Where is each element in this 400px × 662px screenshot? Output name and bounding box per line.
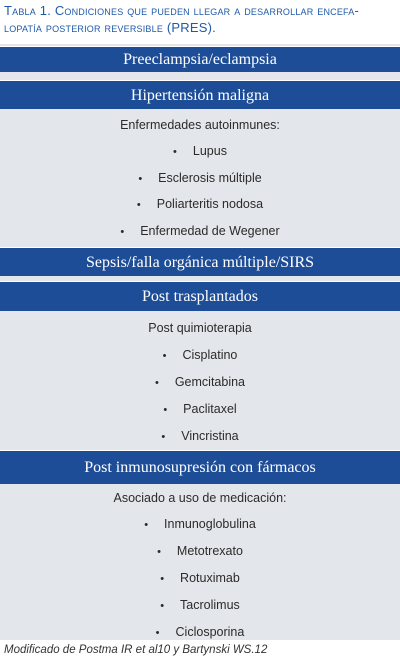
bullet-icon: • (162, 350, 167, 362)
list-item (0, 517, 400, 531)
row-inmunosupresion (0, 450, 400, 484)
row-trasplantados (0, 281, 400, 311)
list-item (0, 171, 400, 185)
list-item-label: Ciclosporina (175, 625, 245, 639)
list-item-label: Poliarteritis nodosa (156, 197, 264, 211)
list-item (0, 375, 400, 389)
list-item (0, 544, 400, 558)
table-footnote: Modificado de Postma IR et al10 y Bartynski WS.12 (4, 644, 268, 656)
list-item (0, 571, 400, 585)
row-trasplantados-label: Post trasplantados (142, 288, 258, 305)
row-sepsis (0, 247, 400, 276)
list-item (0, 197, 400, 211)
list-item-label: Tacrolimus (180, 598, 240, 612)
bullet-icon: • (160, 573, 165, 585)
row-sepsis-label: Sepsis/falla orgánica múltiple/SIRS (85, 254, 315, 271)
list-item (0, 224, 400, 238)
bullet-icon: • (136, 199, 141, 211)
list-item (0, 598, 400, 612)
list-item (0, 625, 400, 639)
autoinmunes-label: Enfermedades autoinmunes: (120, 118, 280, 132)
list-item-label: Inmunoglobulina (164, 517, 256, 531)
medicacion-label: Asociado a uso de medicación: (113, 491, 287, 505)
list-item-label: Vincristina (181, 429, 239, 443)
list-item (0, 402, 400, 416)
bullet-icon: • (138, 173, 143, 185)
list-item (0, 348, 400, 362)
caption-line-2: lopatía posterior reversible (PRES). (4, 20, 216, 35)
list-item (0, 144, 400, 158)
list-item-label: Metotrexato (176, 544, 243, 558)
bullet-icon: • (144, 519, 149, 531)
list-item-label: Cisplatino (182, 348, 238, 362)
list-item-label: Gemcitabina (174, 375, 246, 389)
bullet-icon: • (160, 600, 165, 612)
bullet-icon: • (163, 404, 168, 416)
row-hipertension (0, 80, 400, 109)
row-preeclampsia (0, 46, 400, 72)
quimioterapia-label: Post quimioterapia (148, 321, 252, 335)
row-preeclampsia-label: Preeclampsia/eclampsia (123, 51, 277, 68)
row-hipertension-label: Hipertensión maligna (130, 87, 270, 104)
list-item-label: Lupus (192, 144, 227, 158)
conditions-table (0, 44, 400, 640)
caption-line-1: Tabla 1. Condiciones que pueden llegar a desarrollar encefa- (4, 3, 359, 18)
list-item-label: Esclerosis múltiple (158, 171, 262, 185)
list-item (0, 429, 400, 443)
list-item-label: Enfermedad de Wegener (140, 224, 280, 238)
bullet-icon: • (161, 431, 166, 443)
row-inmunosupresion-label: Post inmunosupresión con fármacos (84, 459, 316, 476)
bullet-icon: • (120, 226, 125, 238)
bullet-icon: • (157, 546, 161, 558)
bullet-icon: • (173, 146, 177, 158)
list-item-label: Paclitaxel (183, 402, 237, 416)
bullet-icon: • (155, 627, 160, 639)
bullet-icon: • (154, 377, 159, 389)
list-item-label: Rotuximab (180, 571, 240, 585)
table-caption (4, 2, 398, 36)
